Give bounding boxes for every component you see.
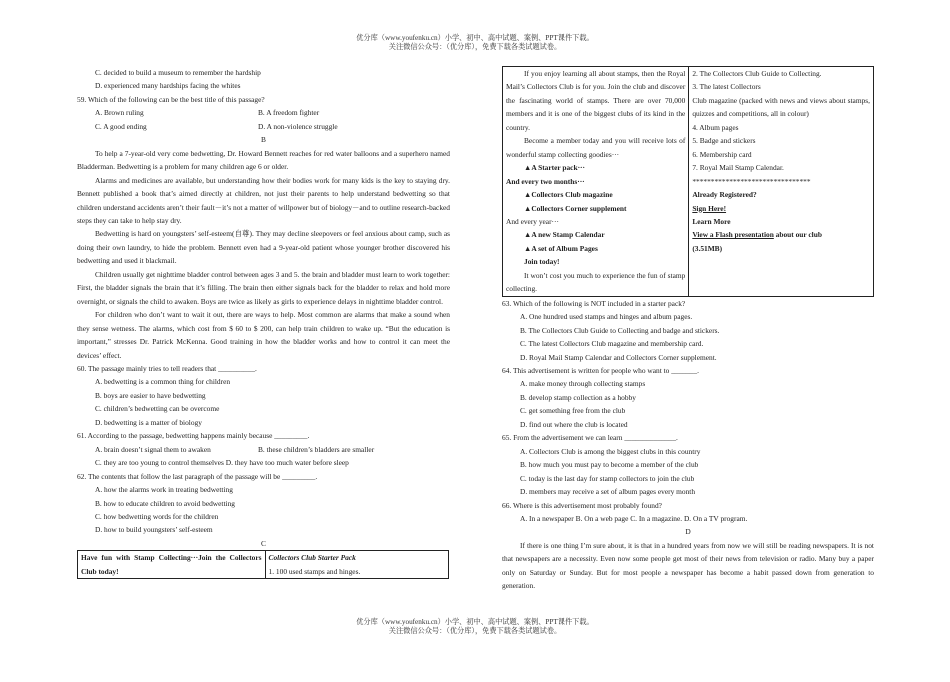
q63-option-a: A. One hundred used stamps and hinges and album pages. bbox=[520, 312, 693, 322]
q59-stem: 59. Which of the following can be the best title of this passage? bbox=[77, 94, 265, 104]
ad-bullet: ▲A new Stamp Calendar bbox=[524, 230, 605, 240]
pack-item: 2. The Collectors Club Guide to Collecting. bbox=[692, 69, 822, 78]
section-b-heading: B bbox=[261, 135, 266, 145]
q59-option-b: B. A freedom fighter bbox=[258, 108, 320, 118]
file-size: (3.51MB) bbox=[692, 243, 723, 253]
q58-option-d: D. experienced many hardships facing the whites bbox=[95, 81, 241, 91]
pack-item: 7. Royal Mail Stamp Calendar. bbox=[692, 163, 784, 173]
pack-item: 5. Badge and stickers bbox=[692, 136, 756, 146]
passage-b-paragraph: Children usually get nighttime bladder control between ages 3 and 5. the brain and bladder must learn to work together: First, the bladder signals the brain that it’s filling. The brain then either signals back for the bladder to relax and hold more overnight, or signals the child to awaken. Boys are twice as likely as girls to experience delays in nighttime bladder control. bbox=[77, 269, 450, 306]
q62-option-b: B. how to educate children to avoid bedwetting bbox=[95, 498, 235, 508]
q65-option-c: C. today is the last day for stamp collectors to join the club bbox=[520, 473, 695, 483]
passage-b-paragraph: Bedwetting is hard on youngsters’ self-esteem(自尊). They may decline sleepovers or feel anxious about camp, such as doing their own laundry, to hide the problem. Bennett even had a 9-year-old patient whose younger brother discovered his bedwetting and used it blackmail. bbox=[77, 229, 450, 266]
q62-stem: 62. The contents that follow the last paragraph of the passage will be _________. bbox=[77, 471, 318, 481]
q60-option-a: A. bedwetting is a common thing for children bbox=[95, 377, 231, 387]
q60-option-d: D. bedwetting is a matter of biology bbox=[95, 417, 202, 427]
q63-option-d: D. Royal Mail Stamp Calendar and Collectors Corner supplement. bbox=[520, 352, 717, 362]
already-registered: Already Registered? bbox=[692, 190, 757, 200]
q62-option-a: A. how the alarms work in treating bedwetting bbox=[95, 485, 233, 495]
starter-pack-title: Collectors Club Starter Pack bbox=[268, 553, 356, 563]
passage-b-paragraph: Alarms and medicines are available, but understanding how their bodies work for many kids is the key to staying dry. Bennett published a book that’s aimed directly at children, not just their parents to help understand bedwetting so that children understand accidents aren’t their fault－it’s not a matter of willpower but of biology－and to outline research-backed steps they can take to help stay dry. bbox=[77, 175, 450, 225]
q65-option-a: A. Collectors Club is among the biggest clubs in this country bbox=[520, 446, 701, 456]
ad-bullet: ▲A Starter pack··· bbox=[524, 163, 585, 173]
q64-option-d: D. find out where the club is located bbox=[520, 419, 628, 429]
q64-option-c: C. get something free from the club bbox=[520, 406, 626, 416]
q59-option-c: C. A good ending bbox=[95, 121, 147, 131]
q59-option-d: D. A non-violence struggle bbox=[258, 121, 338, 131]
learn-more: Learn More bbox=[692, 216, 731, 226]
q61-stem: 61. According to the passage, bedwetting happens mainly because _________. bbox=[77, 431, 310, 441]
right-column bbox=[502, 66, 874, 593]
q66-options: A. In a newspaper B. On a web page C. In a magazine. D. On a TV program. bbox=[520, 513, 748, 523]
q60-stem: 60. The passage mainly tries to tell readers that __________. bbox=[77, 363, 257, 373]
pack-item-detail: Club magazine (packed with news and views about stamps, quizzes and competitions, all in colour) bbox=[692, 95, 870, 119]
passage-b bbox=[77, 147, 450, 362]
sign-here-link[interactable]: Sign Here! bbox=[692, 203, 727, 213]
footer-line-2: 关注微信公众号：（优分库），免费下载各类试题试卷。 bbox=[388, 627, 562, 635]
pack-item: 4. Album pages bbox=[692, 122, 739, 132]
page-footer bbox=[0, 618, 950, 636]
ad-bullet: ▲Collectors Club magazine bbox=[524, 190, 613, 200]
passage-b-paragraph: To help a 7-year-old very come bedwetting, Dr. Howard Bennett reaches for red water balloons and a superhero named Bladderman. Bedwetting is a problem for many children age 6 or older. bbox=[77, 148, 450, 172]
ad-headline: Have fun with Stamp Collecting···Join the Collectors Club today! bbox=[78, 551, 266, 579]
ad-bullet: ▲A set of Album Pages bbox=[524, 243, 598, 253]
flash-presentation-link[interactable]: View a Flash presentation bbox=[692, 230, 774, 240]
q62-option-c: C. how bedwetting words for the children bbox=[95, 511, 219, 521]
q64-option-b: B. develop stamp collection as a hobby bbox=[520, 392, 636, 402]
divider-stars: ******************************** bbox=[692, 176, 811, 186]
passage-d-paragraph: If there is one thing I’m sure about, it is that in a hundred years from now we will still be reading newspapers. It is not that newspapers are a necessity. Even now some people get most of their news from television or radio. Many buy a paper only on Saturday or Sunday. But for most people a newspaper has become a habit passed down from generation to generation. bbox=[502, 540, 874, 591]
q63-option-c: C. The latest Collectors Club magazine and membership card. bbox=[520, 339, 704, 349]
q60-option-c: C. children’s bedwetting can be overcome bbox=[95, 404, 220, 414]
footer-line-1: 优分库（www.youfenku.cn）小学、初中、高中试题、案例、PPT课件下载。 bbox=[356, 618, 594, 626]
q61-option-a: A. brain doesn’t signal them to awaken bbox=[95, 444, 211, 454]
starter-pack-cell bbox=[265, 551, 448, 579]
q60-option-b: B. boys are easier to have bedwetting bbox=[95, 390, 206, 400]
q59-options-row1 bbox=[77, 106, 450, 119]
q63-option-b: B. The Collectors Club Guide to Collecting and badge and stickers. bbox=[520, 325, 720, 335]
flash-presentation-line bbox=[692, 228, 870, 241]
q64-option-a: A. make money through collecting stamps bbox=[520, 379, 646, 389]
q62-option-d: D. how to build youngsters’ self-esteem bbox=[95, 525, 213, 535]
ad-paragraph: It won’t cost you much to experience the fun of stamp collecting. bbox=[506, 270, 686, 294]
ad-paragraph: If you enjoy learning all about stamps, then the Royal Mail’s Collectors Club is for you. Join the club and discover the fascinating world of stamps. There are over 70,000 members and it is one of the biggest clubs of its kind in the country. bbox=[506, 69, 686, 132]
q65-option-d: D. members may receive a set of album pages every month bbox=[520, 487, 696, 497]
q64-stem: 64. This advertisement is written for people who want to _______. bbox=[502, 365, 699, 375]
ad-sidebar bbox=[689, 67, 874, 297]
passage-b-paragraph: For children who don’t want to wait it out, there are ways to help. Most common are alarms that make a sound when they sense wetness. The alarms, which cost from $ 60 to $ 200, can help train children to wake up. “But the education is important,” stresses Dr. Patrick McKenna. Good training in how the bladder works and how to control it can meet the devices’ effect. bbox=[77, 310, 450, 360]
page-header bbox=[0, 34, 950, 52]
q58-option-c: C. decided to build a museum to remember the hardship bbox=[95, 68, 261, 77]
q61-options-cd: C. they are too young to control themselves D. they have too much water before sleep bbox=[95, 458, 349, 468]
section-c-heading: C bbox=[261, 538, 266, 548]
q59-options-row2 bbox=[77, 120, 450, 133]
passage-d bbox=[502, 539, 874, 593]
header-line-1: 优分库（www.youfenku.cn）小学、初中、高中试题、案例、PPT课件下载。 bbox=[356, 34, 594, 42]
q63-stem: 63. Which of the following is NOT included in a starter pack? bbox=[502, 298, 686, 308]
header-line-2: 关注微信公众号：（优分库），免费下载各类试题试卷。 bbox=[388, 43, 562, 51]
ad-body bbox=[503, 67, 689, 297]
q65-stem: 65. From the advertisement we can learn ______________. bbox=[502, 433, 678, 443]
ad-paragraph: Become a member today and you will receive lots of wonderful stamp collecting goodies··· bbox=[506, 136, 686, 159]
q61-options-row1 bbox=[77, 443, 450, 456]
ad-bullet: ▲Collectors Corner supplement bbox=[524, 203, 627, 213]
flash-presentation-rest: about our club bbox=[773, 230, 822, 240]
q59-option-a: A. Brown ruling bbox=[95, 108, 144, 118]
pack-item: 6. Membership card bbox=[692, 149, 752, 159]
q66-stem: 66. Where is this advertisement most probably found? bbox=[502, 500, 662, 510]
q61-option-b: B. these children’s bladders are smaller bbox=[258, 444, 375, 454]
ad-line: And every two months··· bbox=[506, 176, 585, 186]
stamp-ad-box-top bbox=[77, 550, 449, 579]
section-d-heading: D bbox=[685, 527, 691, 537]
join-today: Join today! bbox=[524, 257, 560, 267]
stamp-ad-box bbox=[502, 66, 874, 297]
pack-item: 3. The latest Collectors bbox=[692, 82, 761, 92]
left-column bbox=[77, 66, 450, 579]
starter-pack-item-1: 1. 100 used stamps and hinges. bbox=[268, 566, 361, 576]
q65-option-b: B. how much you must pay to become a member of the club bbox=[520, 460, 699, 470]
ad-line: And every year··· bbox=[506, 216, 559, 226]
